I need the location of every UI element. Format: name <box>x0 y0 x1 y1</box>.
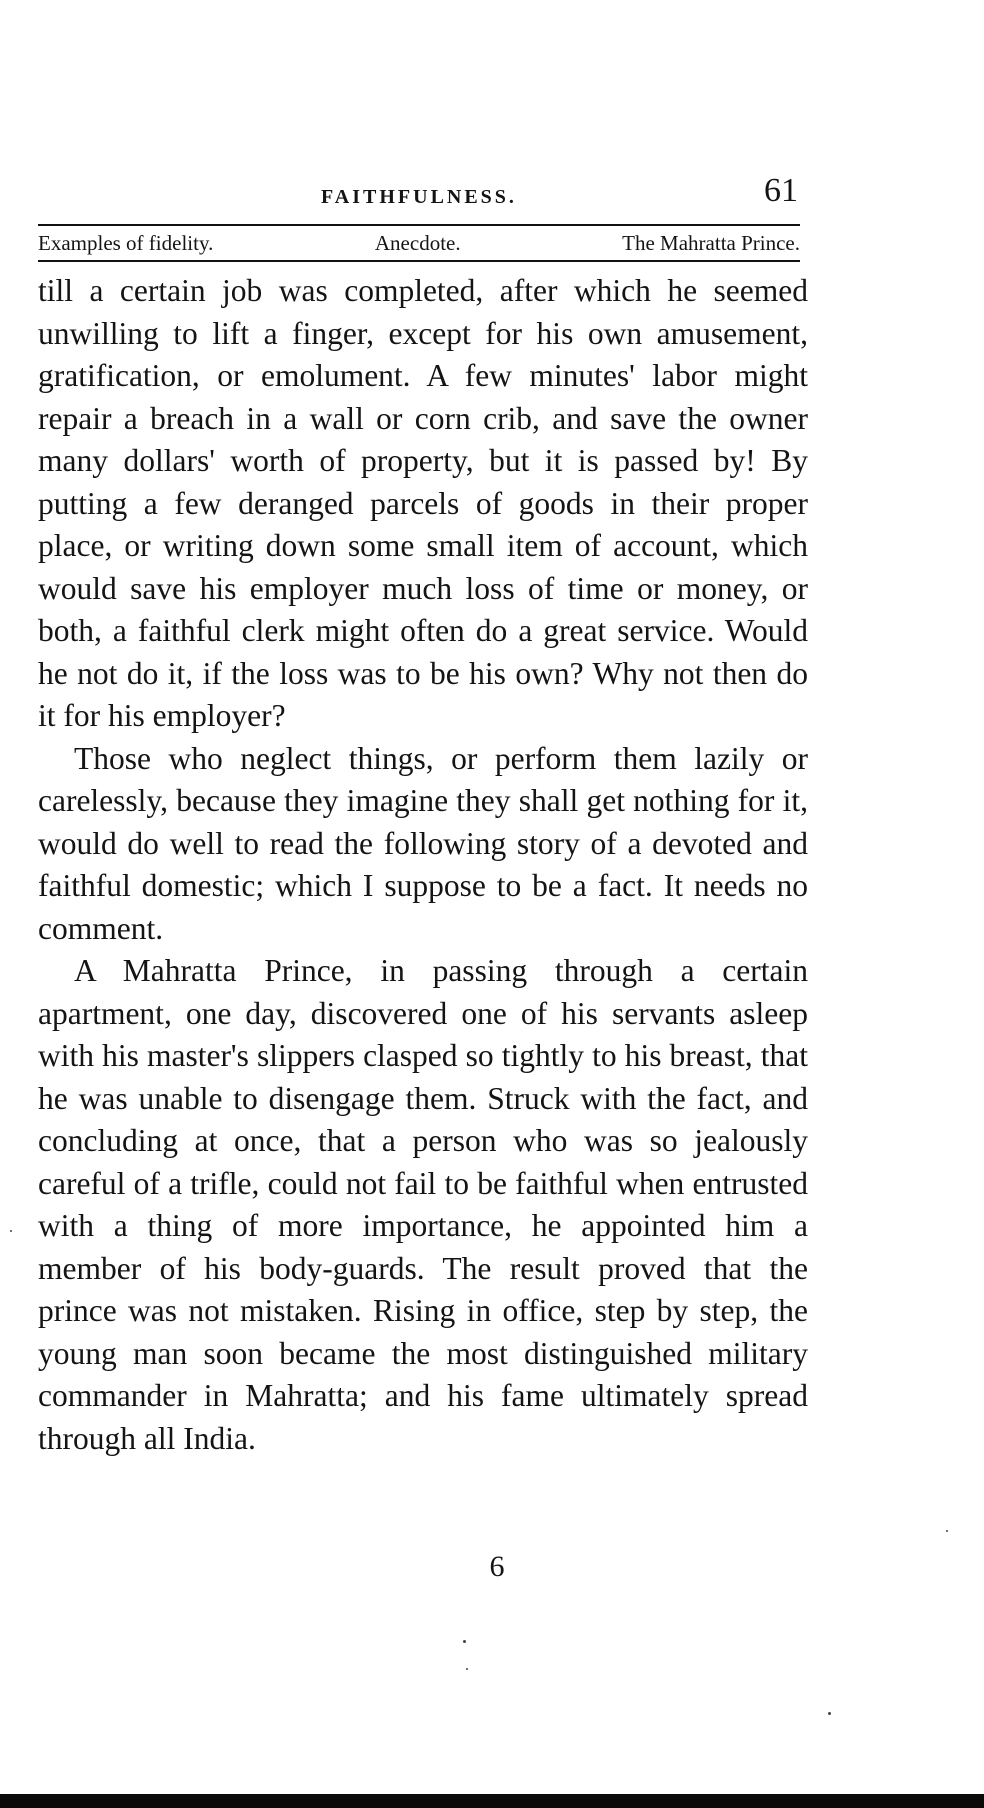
paper-speck <box>828 1712 831 1715</box>
running-head <box>38 172 800 222</box>
paragraph-neglect: Those who neglect things, or perform them lazily or carelessly, because they imagine they shall get nothing for it, would do well to read the following story of a devoted and faithful domestic; which I suppose to be a fact. It needs no comment. <box>38 740 808 946</box>
paper-speck <box>466 1668 468 1670</box>
subhead-anecdote: Anecdote. <box>374 230 461 255</box>
header-rule-bottom <box>38 260 800 262</box>
scan-edge-bar <box>0 1794 984 1808</box>
paper-speck <box>10 1230 12 1232</box>
running-title: FAITHFULNESS. <box>321 186 517 208</box>
signature-mark: 6 <box>489 1550 505 1583</box>
subhead-examples: Examples of fidelity. <box>38 230 214 255</box>
page-number: 61 <box>764 172 798 209</box>
subhead-mahratta-prince: The Mahratta Prince. <box>622 230 800 255</box>
header-rule-top <box>38 224 800 226</box>
subject-headings <box>38 228 800 258</box>
paper-speck <box>463 1640 466 1643</box>
paper-speck <box>946 1530 948 1532</box>
body-text <box>38 270 808 1460</box>
paragraph-mahratta-prince: A Mahratta Prince, in passing through a certain apartment, one day, discovered one of his servants asleep with his master's slippers clasped so tightly to his breast, that he was unable to disengage them. Struck with the fact, and concluding at once, that a person who was so jealously careful of a trifle, could not fail to be faithful when entrusted with a thing of more importance, he appointed him a member of his body-guards. The result proved that the prince was not mistaken. Rising in office, step by step, the young man soon became the most distinguished military commander in Mahratta; and his fame ultimately spread through all India. <box>38 953 808 1456</box>
paragraph-continuation: till a certain job was completed, after which he seemed unwilling to lift a finger, except for his own amusement, gratification, or emolument. A few minutes' labor might repair a breach in a wall or corn crib, and save the owner many dollars' worth of property, but it is passed by! By putting a few deranged parcels of goods in their proper place, or writing down some small item of account, which would save his employer much loss of time or money, or both, a faithful clerk might often do a great service. Would he not do it, if the loss was to be his own? Why not then do it for his employer? <box>38 273 808 733</box>
